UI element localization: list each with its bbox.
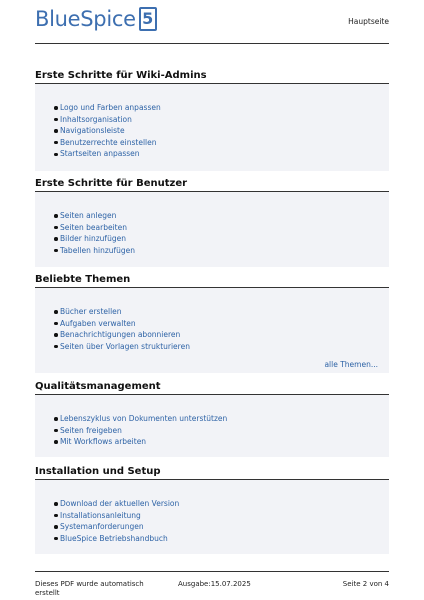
- footer-page-number: Seite 2 von 4: [342, 580, 389, 588]
- link-systemanforderungen[interactable]: Systemanforderungen: [60, 521, 389, 533]
- link-vorlagen-strukturieren[interactable]: Seiten über Vorlagen strukturieren: [60, 341, 389, 353]
- section-title: Qualitätsmanagement: [35, 381, 389, 395]
- bluespice-logo[interactable]: [35, 6, 157, 32]
- link-seiten-freigeben[interactable]: Seiten freigeben: [60, 425, 389, 437]
- link-list: [60, 306, 389, 352]
- header-page-title: Hauptseite: [348, 17, 389, 26]
- link-inhaltsorganisation[interactable]: Inhaltsorganisation: [60, 114, 389, 126]
- footer-generated-note: Dieses PDF wurde automatisch erstellt: [35, 580, 144, 597]
- section-installation-setup: [35, 466, 389, 554]
- page-header: [0, 0, 424, 44]
- section-title: Beliebte Themen: [35, 274, 389, 288]
- footer-date: Ausgabe:15.07.2025: [178, 580, 251, 588]
- link-startseiten[interactable]: Startseiten anpassen: [60, 148, 389, 160]
- link-list: [60, 102, 389, 160]
- link-aufgaben-verwalten[interactable]: Aufgaben verwalten: [60, 318, 389, 330]
- link-benutzerrechte[interactable]: Benutzerrechte einstellen: [60, 137, 389, 149]
- link-buecher-erstellen[interactable]: Bücher erstellen: [60, 306, 389, 318]
- link-tabellen-hinzufuegen[interactable]: Tabellen hinzufügen: [60, 245, 389, 257]
- link-list: [60, 413, 389, 448]
- link-benachrichtigungen[interactable]: Benachrichtigungen abonnieren: [60, 329, 389, 341]
- link-download-version[interactable]: Download der aktuellen Version: [60, 498, 389, 510]
- link-seiten-bearbeiten[interactable]: Seiten bearbeiten: [60, 222, 389, 234]
- link-workflows[interactable]: Mit Workflows arbeiten: [60, 436, 389, 448]
- section-benutzer: [35, 178, 389, 267]
- logo-text: BlueSpice: [35, 7, 136, 31]
- header-divider: [35, 43, 389, 44]
- logo-version-badge: 5: [139, 7, 157, 31]
- link-seiten-anlegen[interactable]: Seiten anlegen: [60, 210, 389, 222]
- link-list: [60, 210, 389, 256]
- link-lebenszyklus[interactable]: Lebenszyklus von Dokumenten unterstützen: [60, 413, 389, 425]
- link-betriebshandbuch[interactable]: BlueSpice Betriebshandbuch: [60, 533, 389, 545]
- link-list: [60, 498, 389, 544]
- footer-divider: [35, 571, 389, 572]
- section-title: Erste Schritte für Wiki-Admins: [35, 70, 389, 84]
- link-installationsanleitung[interactable]: Installationsanleitung: [60, 510, 389, 522]
- link-navigationsleiste[interactable]: Navigationsleiste: [60, 125, 389, 137]
- section-title: Installation und Setup: [35, 466, 389, 480]
- all-topics-link[interactable]: alle Themen...: [324, 360, 378, 369]
- section-beliebte-themen: [35, 274, 389, 373]
- section-qualitaetsmanagement: [35, 381, 389, 457]
- link-bilder-hinzufuegen[interactable]: Bilder hinzufügen: [60, 233, 389, 245]
- section-wiki-admins: [35, 70, 389, 171]
- link-logo-farben[interactable]: Logo und Farben anpassen: [60, 102, 389, 114]
- section-title: Erste Schritte für Benutzer: [35, 178, 389, 192]
